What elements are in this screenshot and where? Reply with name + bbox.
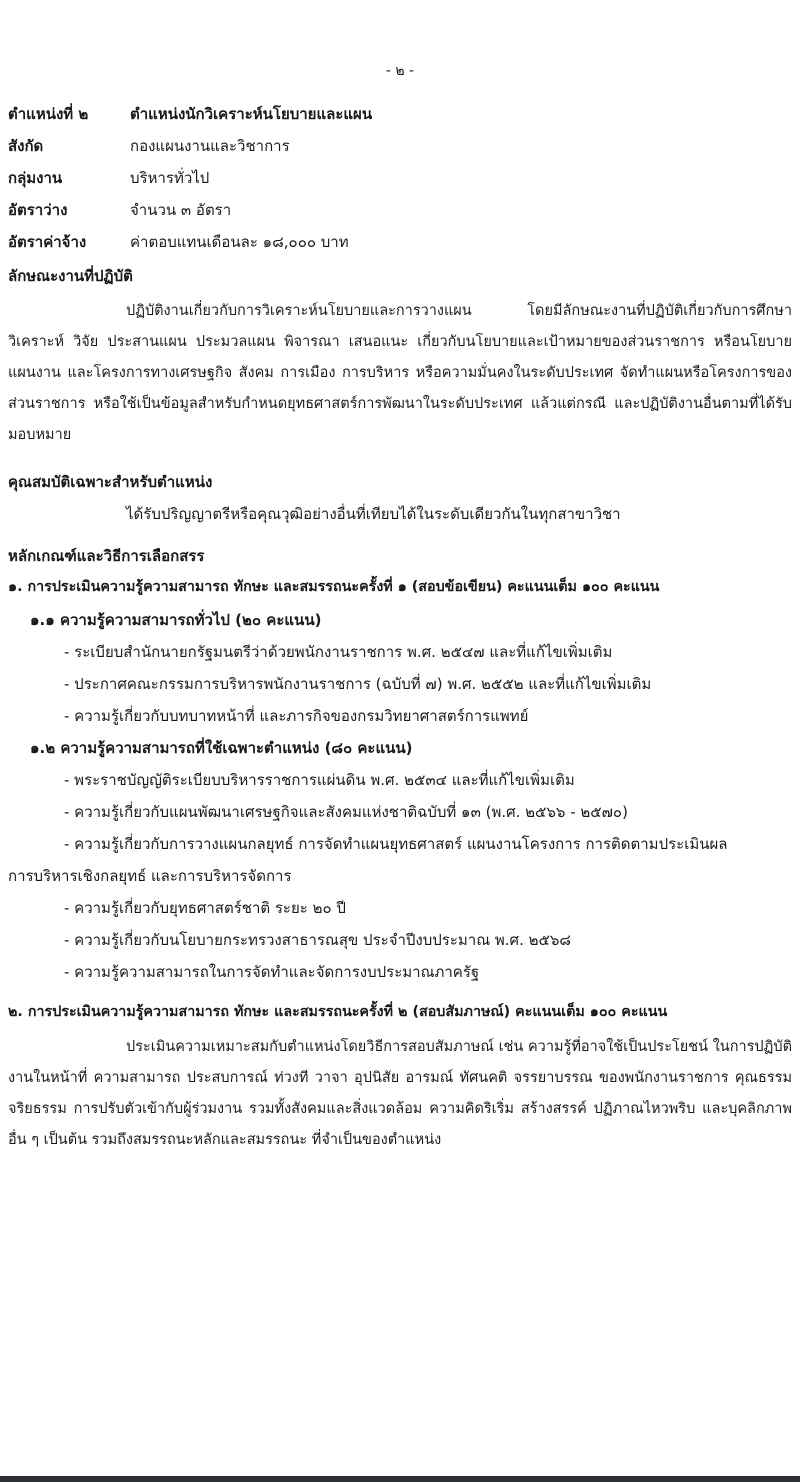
page-bottom-border [0, 1476, 800, 1482]
part2-title: ๒. การประเมินความรู้ความสามารถ ทักษะ และสมรรถนะครั้งที่ ๒ (สอบสัมภาษณ์) คะแนนเต็ม ๑๐๐ คะแนน [8, 1004, 668, 1020]
sub2-title: ๑.๒ ความรู้ความสามารถที่ใช้เฉพาะตำแหน่ง (๘๐ คะแนน) [30, 739, 413, 757]
field-value: ค่าตอบแทนเดือนละ ๑๘,๐๐๐ บาท [130, 233, 349, 251]
field-label: อัตราค่าจ้าง [8, 233, 87, 251]
field-label: กลุ่มงาน [8, 169, 63, 187]
list-item: - ความรู้เกี่ยวกับยุทธศาสตร์ชาติ ระยะ ๒๐ ปี [64, 899, 346, 917]
field-value: กองแผนงานและวิชาการ [130, 137, 290, 155]
list-item: - ความรู้เกี่ยวกับแผนพัฒนาเศรษฐกิจและสังคมแห่งชาติฉบับที่ ๑๓ (พ.ศ. ๒๕๖๖ - ๒๕๗๐) [64, 803, 628, 821]
list-item: - ความรู้เกี่ยวกับบทบาทหน้าที่ และภารกิจของกรมวิทยาศาสตร์การแพทย์ [64, 707, 529, 725]
list-item: - ความรู้เกี่ยวกับนโยบายกระทรวงสาธารณสุข ประจำปีงบประมาณ พ.ศ. ๒๕๖๘ [64, 931, 571, 949]
page-number: - ๒ - [385, 63, 415, 79]
field-row-vacancies [8, 198, 231, 222]
field-row-affiliation [8, 134, 290, 158]
sub1-title: ๑.๑ ความรู้ความสามารถทั่วไป (๒๐ คะแนน) [30, 611, 322, 629]
part2-paragraph: ประเมินความเหมาะสมกับตำแหน่งโดยวิธีการสอบสัมภาษณ์ เช่น ความรู้ที่อาจใช้เป็นประโยชน์ ในการปฏิบัติงานในหน้าที่ ความสามารถ ประสบการณ์ ท่วงที วาจา อุปนิสัย อารมณ์ ทัศนคติ จรรยาบรรณ ของพนักงานราชการ คุณธรรม จริยธรรม การปรับตัวเข้ากับผู้ร่วมงาน รวมทั้งสังคมและสิ่งแวดล้อม ความคิดริเริ่ม สร้างสรรค์ ปฏิภาณไหวพริบ และบุคลิกภาพอื่น ๆ เป็นต้น รวมถึงสมรรถนะหลักและสมรรถนะ ที่จำเป็นของตำแหน่ง [8, 1039, 792, 1148]
field-value: จำนวน ๓ อัตรา [130, 201, 232, 219]
list-item: - ประกาศคณะกรรมการบริหารพนักงานราชการ (ฉบับที่ ๗) พ.ศ. ๒๕๕๒ และที่แก้ไขเพิ่มเติม [64, 675, 652, 693]
field-row-salary [8, 230, 349, 254]
position-number-label: ตำแหน่งที่ ๒ [8, 105, 89, 123]
field-value: บริหารทั่วไป [130, 169, 210, 187]
duties-paragraph: ปฏิบัติงานเกี่ยวกับการวิเคราะห์นโยบายและการวางแผน โดยมีลักษณะงานที่ปฏิบัติเกี่ยวกับการศึกษา วิเคราะห์ วิจัย ประสานแผน ประมวลแผน พิจารณา เสนอแนะ เกี่ยวกับนโยบายและเป้าหมายของส่วนราชการ หรือนโยบาย แผนงาน และโครงการทางเศรษฐกิจ สังคม การเมือง การบริหาร หรือความมั่นคงในระดับประเทศ จัดทำแผนหรือโครงการของส่วนราชการ หรือใช้เป็นข้อมูลสำหรับกำหนดยุทธศาสตร์การพัฒนาในระดับประเทศ แล้วแต่กรณี และปฏิบัติงานอื่นตามที่ได้รับมอบหมาย [8, 303, 792, 443]
qualifications-text: ได้รับปริญญาตรีหรือคุณวุฒิอย่างอื่นที่เทียบได้ในระดับเดียวกันในทุกสาขาวิชา [126, 505, 621, 523]
field-label: สังกัด [8, 137, 44, 155]
part1-title: ๑. การประเมินความรู้ความสามารถ ทักษะ และสมรรถนะครั้งที่ ๑ (สอบข้อเขียน) คะแนนเต็ม ๑๐๐ คะแนน [8, 579, 660, 595]
position-title: ตำแหน่งนักวิเคราะห์นโยบายและแผน [130, 105, 373, 123]
position-title-row [8, 102, 372, 126]
field-row-work-group [8, 166, 209, 190]
list-item: - พระราชบัญญัติระเบียบบริหารราชการแผ่นดิน พ.ศ. ๒๕๓๔ และที่แก้ไขเพิ่มเติม [64, 771, 575, 789]
field-label: อัตราว่าง [8, 201, 68, 219]
list-item-continuation: การบริหารเชิงกลยุทธ์ และการบริหารจัดการ [8, 867, 292, 885]
list-item: - ความรู้เกี่ยวกับการวางแผนกลยุทธ์ การจัดทำแผนยุทธศาสตร์ แผนงานโครงการ การติดตามประเมินผล [64, 835, 728, 853]
selection-heading: หลักเกณฑ์และวิธีการเลือกสรร [8, 547, 205, 565]
list-item: - ระเบียบสำนักนายกรัฐมนตรีว่าด้วยพนักงานราชการ พ.ศ. ๒๕๔๗ และที่แก้ไขเพิ่มเติม [64, 643, 613, 661]
qualifications-heading: คุณสมบัติเฉพาะสำหรับตำแหน่ง [8, 473, 213, 491]
duties-heading: ลักษณะงานที่ปฏิบัติ [8, 267, 133, 285]
list-item: - ความรู้ความสามารถในการจัดทำและจัดการงบประมาณภาครัฐ [64, 963, 480, 981]
